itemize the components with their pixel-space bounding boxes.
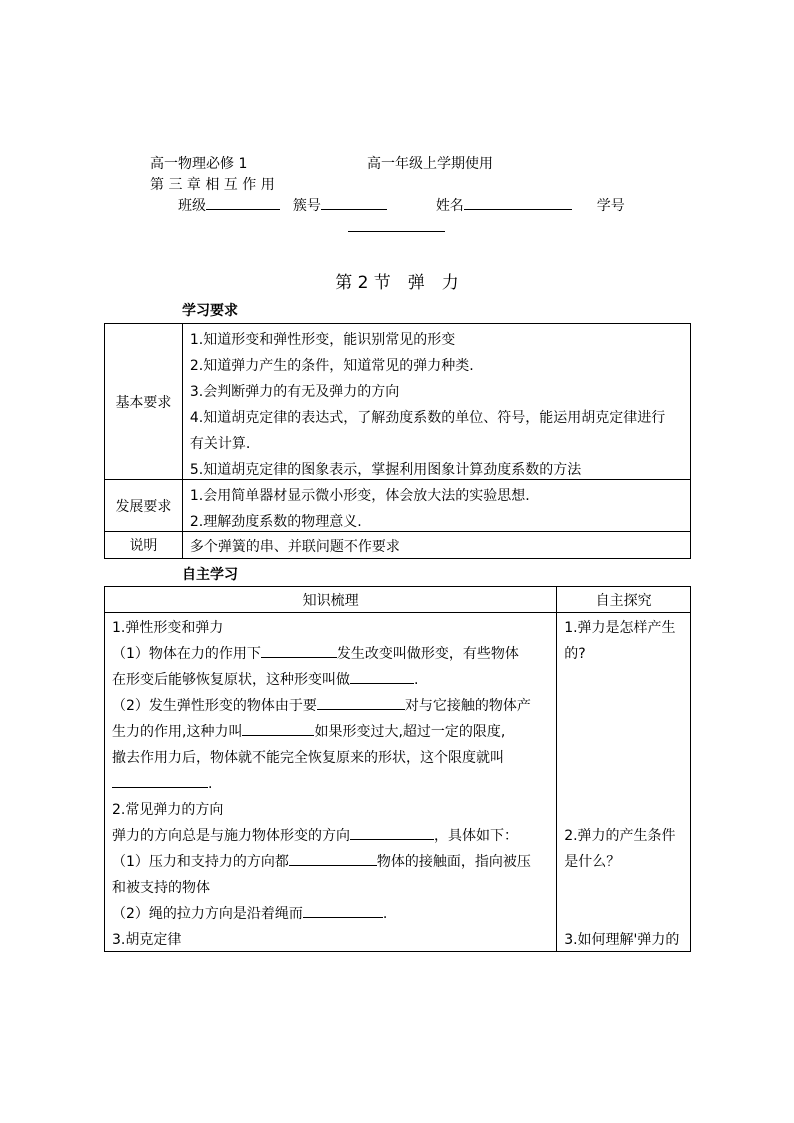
list-item: 弹力的方向总是与施力物体形变的方向 ，具体如下： [112, 825, 518, 845]
column-header-explore: 自主探究 [557, 587, 691, 613]
table-row [105, 324, 691, 480]
row-label-basic: 基本要求 [105, 324, 183, 480]
list-item: （2）发生弹性形变的物体由于要 对与它接触的物体产 [112, 695, 531, 715]
list-item: 4.知道胡克定律的表达式，了解劲度系数的单位、符号，能运用胡克定律进行 [189, 410, 666, 426]
student-info-row [178, 195, 625, 215]
question-text: 2.弹力的产生条件 [564, 828, 676, 844]
question-text: 的? [564, 646, 586, 662]
column-header-knowledge: 知识梳理 [105, 587, 557, 613]
question-text: 3.如何理解'弹力的 [564, 932, 680, 948]
class-label: 班级 [178, 198, 206, 214]
list-item: 1.会用简单器材显示微小形变，体会放大法的实验思想. [189, 488, 530, 504]
name-label: 姓名 [435, 198, 464, 214]
name-blank[interactable] [464, 195, 572, 210]
course-title: 高一物理必修 1 [150, 156, 248, 172]
fill-blank[interactable] [261, 643, 337, 658]
section-title: 第 2 节 弹 力 [335, 273, 459, 293]
class-blank[interactable] [206, 195, 280, 210]
table-row [105, 613, 691, 952]
requirements-table [104, 323, 691, 559]
seat-blank[interactable] [321, 195, 387, 210]
list-item: 和被支持的物体 [112, 880, 210, 896]
seat-label: 簇号 [292, 198, 321, 214]
explore-cell [557, 613, 691, 952]
question-text: 1.弹力是怎样产生 [564, 620, 676, 636]
basic-requirements-cell [182, 324, 690, 480]
list-item: 2.常见弹力的方向 [112, 802, 224, 818]
fill-blank[interactable] [317, 695, 405, 710]
list-item: 2.理解劲度系数的物理意义. [189, 514, 362, 530]
question-text: 是什么？ [564, 854, 621, 870]
list-item: 1.弹性形变和弹力 [112, 620, 224, 636]
fill-blank[interactable] [289, 851, 377, 866]
list-item: 生力的作用,这种力叫 如果形变过大,超过一定的限度, [112, 721, 505, 741]
list-item: 撤去作用力后，物体就不能完全恢复原来的形状，这个限度就叫 [112, 750, 504, 766]
fill-blank[interactable] [112, 773, 208, 788]
id-label: 学号 [596, 198, 625, 214]
note-cell [182, 532, 690, 559]
fill-blank[interactable] [350, 669, 414, 684]
list-item: 2.知道弹力产生的条件，知道常见的弹力种类. [189, 358, 474, 374]
list-item: （1）物体在力的作用下 发生改变叫做形变，有些物体 [112, 643, 519, 663]
list-item: 1.知道形变和弹性形变，能识别常见的形变 [189, 332, 456, 348]
knowledge-cell [105, 613, 557, 952]
table-row [105, 587, 691, 613]
table-row [105, 532, 691, 559]
list-item: 多个弹簧的串、并联问题不作要求 [189, 539, 400, 555]
id-blank[interactable] [348, 217, 445, 232]
fill-blank[interactable] [242, 721, 314, 736]
list-item: 在形变后能够恢复原状，这种形变叫做 . [112, 669, 418, 689]
list-item: . [112, 773, 212, 792]
list-item: 有关计算. [189, 436, 251, 452]
requirements-heading: 学习要求 [182, 303, 238, 319]
fill-blank[interactable] [350, 825, 434, 840]
chapter-title: 第 三 章 相 互 作 用 [150, 177, 275, 193]
list-item: 5.知道胡克定律的图象表示，掌握利用图象计算劲度系数的方法 [189, 462, 582, 478]
usage-note: 高一年级上学期使用 [367, 156, 493, 172]
row-label-advanced: 发展要求 [105, 480, 183, 532]
list-item: （1）压力和支持力的方向都 物体的接触面，指向被压 [112, 851, 531, 871]
list-item: 3.会判断弹力的有无及弹力的方向 [189, 384, 400, 400]
advanced-requirements-cell [182, 480, 690, 532]
row-label-note: 说明 [105, 532, 183, 559]
self-study-heading: 自主学习 [182, 567, 238, 583]
self-study-table [104, 586, 691, 952]
fill-blank[interactable] [303, 903, 383, 918]
list-item: 3.胡克定律 [112, 932, 182, 948]
list-item: （2）绳的拉力方向是沿着绳而 . [112, 903, 387, 923]
table-row [105, 480, 691, 532]
